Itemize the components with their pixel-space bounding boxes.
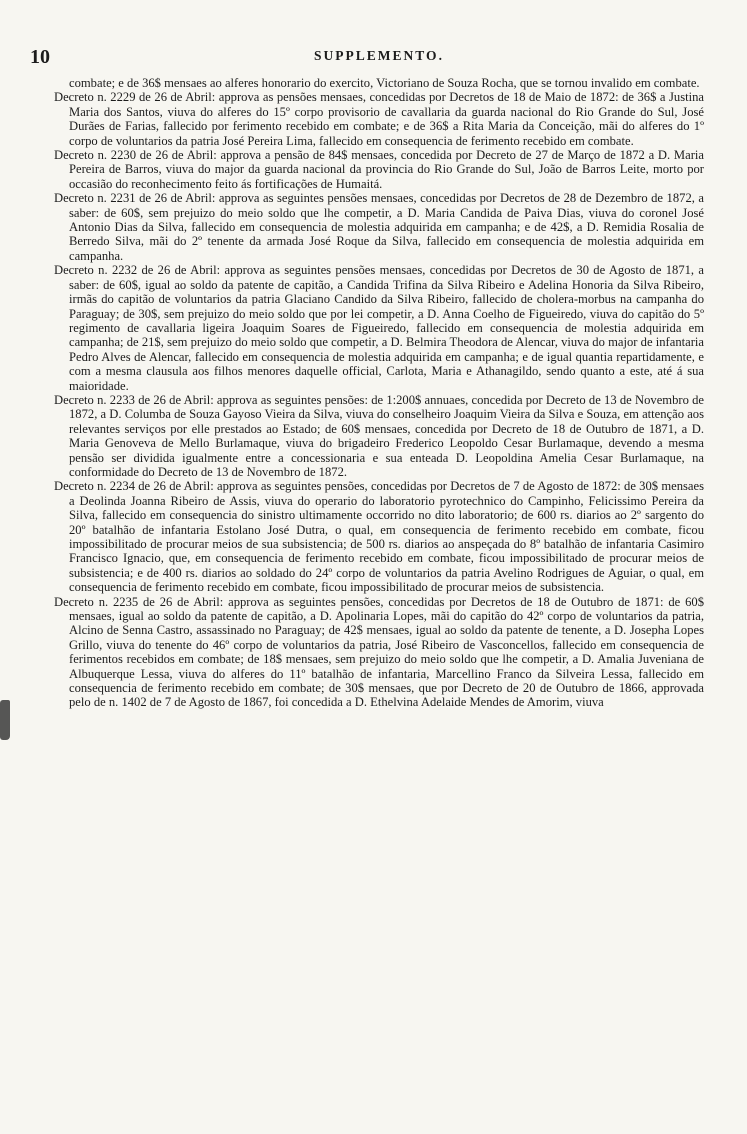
decree-2235: Decreto n. 2235 de 26 de Abril: approva as seguintes pensões, concedidas por Decretos de 18 de Outubro de 1871: de 60$ mensaes, igual ao soldo da patente de capitão, a D. Apolinaria Lopes, mãi do capitão do 42º corpo de voluntarios da patria, Alcino de Senna Castro, assassinado no Paraguay; de 42$ mensaes, igual ao soldo da patente de tenente, a D. Josepha Lopes Grillo, viuva do tenente do 46º corpo de voluntarios da patria, José Ribeiro de Vasconcellos, fallecido em consequencia de ferimentos recebidos em combate; de 18$ mensaes, sem prejuizo do meio soldo que lhe competir, a D. Amalia Juveniana de Albuquerque Lessa, viuva do alferes do 11º batalhão de infantaria, Marcellino Franco da Silveira Lessa, fallecido em consequencia de ferimento recebido em combate; de 30$ mensaes, que por Decreto de 20 de Outubro de 1866, approvada pelo de n. 1402 de 7 de Agosto de 1867, foi concedida a D. Ethelvina Adelaide Mendes de Amorim, viuva <box>54 594 704 710</box>
decree-2232: Decreto n. 2232 de 26 de Abril: approva as seguintes pensões mensaes, concedidas por Decretos de 30 de Agosto de 1871, a saber: de 60$, igual ao soldo da patente de capitão, a Candida Trifina da Silva Ribeiro e Adelina Honoria da Silva Ribeiro, irmãs do capitão de voluntarios da patria Glaciano Candido da Silva Ribeiro, fallecido de cholera-morbus na campanha do Paraguay; de 30$, sem prejuizo do meio soldo que por lei competir, a D. Anna Coelho de Figueiredo, viuva do capitão do 5º regimento de cavallaria ligeira Joaquim Soares de Figueiredo, fallecido em consequencia de molestia adquirida em campanha; de 21$, sem prejuizo do meio soldo que competir, a D. Belmira Theodora de Alencar, viuva do major de infantaria Pedro Alves de Alencar, fallecido em consequencia de molestia adquirida em campanha; e de igual quantia repartidamente, e com a mesma clausula aos filhos menores daquelle official, Carlota, Maria e Athanagildo, sendo quanto a este, até á sua maioridade. <box>54 263 704 393</box>
paragraph-continuation: combate; e de 36$ mensaes ao alferes honorario do exercito, Victoriano de Souza Rocha, que se tornou invalido em combate. <box>69 76 700 90</box>
decree-2233: Decreto n. 2233 de 26 de Abril: approva as seguintes pensões: de 1:200$ annuaes, concedida por Decreto de 13 de Novembro de 1872, a D. Columba de Souza Gayoso Vieira da Silva, viuva do conselheiro Joaquim Vieira da Silva e Souza, em attenção aos relevantes serviços por elle prestados ao Estado; de 60$ mensaes, concedida por Decreto de 18 de Outubro de 1871, a D. Maria Genoveva de Mello Burlamaque, viuva do brigadeiro Frederico Leopoldo Cesar Burlamaque, devendo a mesma pensão ser dividida igualmente entre a concessionaria e sua enteada D. Leopoldina Amelia Cesar Burlamaque, na conformidade do Decreto de 13 de Novembro de 1872. <box>54 392 704 479</box>
page-header <box>30 46 704 70</box>
decree-2230: Decreto n. 2230 de 26 de Abril: approva a pensão de 84$ mensaes, concedida por Decreto de 27 de Março de 1872 a D. Maria Pereira de Barros, viuva do major da guarda nacional da provincia do Rio Grande do Sul, João de Barros Leite, morto por occasião do reconhecimento feito ás fortificações de Humaitá. <box>54 148 704 191</box>
document-page <box>30 46 704 710</box>
margin-ink-mark <box>0 700 10 740</box>
running-title: SUPPLEMENTO. <box>314 48 444 63</box>
decree-2229: Decreto n. 2229 de 26 de Abril: approva as pensões mensaes, concedidas por Decretos de 18 de Maio de 1872: de 36$ a Justina Maria dos Santos, viuva do alferes do 15º corpo provisorio de cavallaria da guarda nacional do Rio Grande do Sul, José Durães de Farias, fallecido por ferimento recebido em combate; e de 36$ a Rita Maria da Conceição, mãi do alferes do 1º corpo de voluntarios da patria José Pereira Lima, fallecido em consequencia de ferimento recebido em combate. <box>54 90 704 148</box>
decree-2234: Decreto n. 2234 de 26 de Abril: approva as seguintes pensões, concedidas por Decretos de 7 de Agosto de 1872: de 30$ mensaes a Deolinda Joanna Ribeiro de Assis, viuva do operario do laboratorio pyrotechnico do Campinho, Felicissimo Pereira da Silva, fallecido em consequencia do sinistro ultimamente occorrido no dito laboratorio; de 600 rs. diarios ao 2º sargento do 20º batalhão de infantaria Estolano José Dutra, o qual, em consequencia de ferimento recebido em combate, ficou impossibilitado de procurar meios de sua subsistencia; de 500 rs. diarios ao anspeçada do 8º batalhão de infantaria Casimiro Francisco Ignacio, que, em consequencia de ferimento recebido em combate, ficou impossibilitado de procurar meios de subsistencia; e de 400 rs. diarios ao soldado do 24º corpo de voluntarios da patria Avelino Rodrigues de Aguiar, o qual, em consequencia de ferimento recebido em combate, ficou impossibilitado de procurar meios de subsistencia. <box>54 479 704 595</box>
page-number: 10 <box>30 46 50 68</box>
decree-2231: Decreto n. 2231 de 26 de Abril: approva as seguintes pensões mensaes, concedidas por Decretos de 28 de Dezembro de 1872, a saber: de 60$, sem prejuizo do meio soldo que lhe competir, a D. Maria Candida de Paiva Dias, viuva do coronel José Antonio Dias da Silva, fallecido em consequencia de molestia adquirida em campanha; e de 42$, a D. Remidia Rosalia de Berredo Silva, mãi do 2º tenente da armada José Roque da Silva, fallecido em consequencia de molestia adquirida em campanha. <box>54 191 704 263</box>
